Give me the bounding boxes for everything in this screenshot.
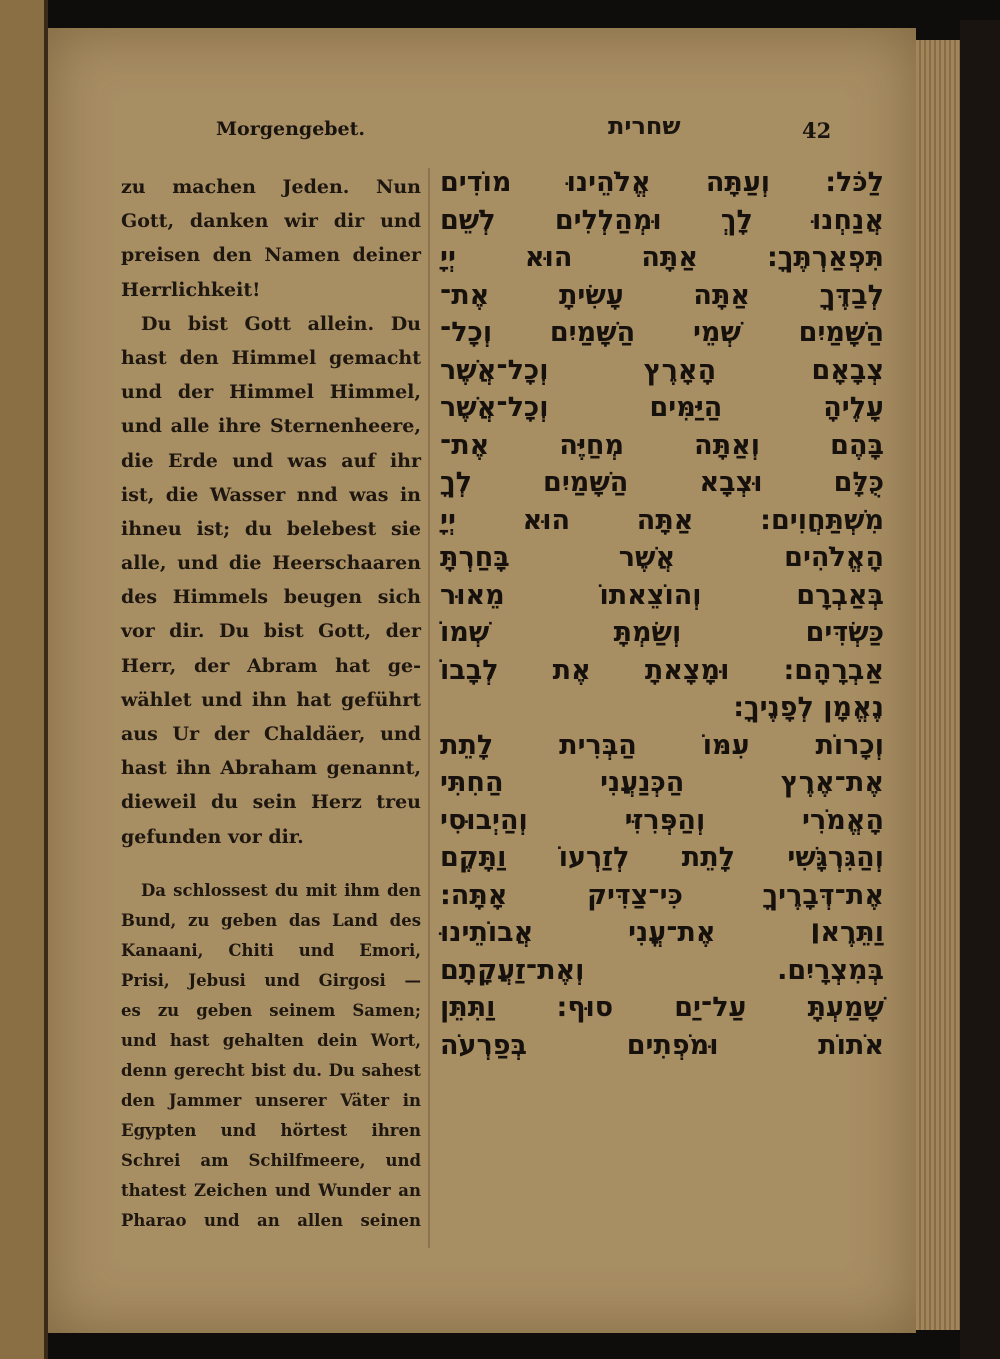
hebrew-title: שחרית: [608, 112, 681, 140]
text-line: alle, und die Heerschaaren: [121, 552, 421, 575]
running-head: Morgengebet.: [216, 118, 366, 140]
book-spine-left: [0, 0, 48, 1359]
text-line: preisen den Namen deiner: [121, 244, 421, 267]
hebrew-line: אֶת־אֶרֶץ הַכְּנַעֲנִי הַחִתִּי: [440, 767, 884, 798]
text-line: Da schlossest du mit ihm den: [141, 880, 421, 900]
text-line: vor dir. Du bist Gott, der: [121, 620, 421, 643]
hebrew-line: אַבְרָהָם: וּמָצָאתָ אֶת לְבָבוֹ: [440, 654, 884, 686]
text-line: ist, die Wasser nnd was in: [121, 483, 421, 506]
text-line: Prisi, Jebusi und Girgosi —: [121, 970, 421, 990]
hebrew-line: בָּהֶם וְאַתָּה מְחַיֶּה אֶת־: [440, 429, 884, 461]
paragraph-gap: [121, 854, 421, 876]
text-line: Egypten und hörtest ihren: [121, 1120, 421, 1140]
text-line: Bund, zu geben das Land des: [121, 910, 421, 930]
text-line: und der Himmel Himmel,: [121, 381, 421, 404]
hebrew-line: הָאֱלֹהִים אֲשֶׁר בָּחַרְתָּ: [440, 542, 884, 573]
column-divider: [428, 168, 430, 1248]
hebrew-line: כַּשְׂדִּים וְשַׂמְתָּ שְׁמוֹ: [440, 617, 884, 648]
text-line: Du bist Gott allein. Du: [141, 312, 421, 335]
german-paragraph: [121, 307, 421, 854]
text-line: aus Ur der Chaldäer, und: [121, 723, 421, 745]
page-edges: [916, 40, 960, 1330]
text-line: denn gerecht bist du. Du sahest: [121, 1060, 421, 1080]
hebrew-line: וַתֵּרֶא׀ אֶת־עֳנִי אֲבוֹתֵינוּ: [440, 917, 884, 948]
hebrew-line: מִשְׁתַּחֲוִים: אַתָּה הוּא יְיָ: [440, 504, 884, 536]
text-line: Schrei am Schilfmeere, und: [121, 1150, 421, 1170]
text-line: und alle ihre Sternenheere,: [121, 415, 421, 438]
hebrew-line: כֻּלָּם וּצְבָא הַשָּׁמַיִם לְךָ: [440, 467, 884, 498]
hebrew-line: וְכָרוֹת עִמּוֹ הַבְּרִית לָתֵת: [440, 729, 884, 761]
german-paragraph: [121, 170, 421, 307]
hebrew-line: עָלֶיהָ הַיַּמִּים וְכָל־אֲשֶׁר: [440, 392, 884, 423]
hebrew-line: אֹתוֹת וּמֹפְתִים בְּפַרְעֹה: [440, 1029, 884, 1061]
text-line: zu machen Jeden. Nun: [121, 176, 421, 198]
text-line: gefunden vor dir.: [121, 825, 304, 848]
hebrew-line: הַשָּׁמַיִם שְׁמֵי הַשָּׁמַיִם וְכָל־: [440, 317, 884, 348]
text-line: dieweil du sein Herz treu: [121, 791, 421, 814]
text-line: den Jammer unserer Väter in: [121, 1090, 421, 1110]
hebrew-line: לְבַדֶּךָ אַתָּה עָשִׂיתָ אֶת־: [440, 279, 884, 311]
text-line: und hast gehalten dein Wort,: [121, 1030, 421, 1050]
text-line: thatest Zeichen und Wunder an: [121, 1180, 421, 1200]
page-header: [48, 112, 916, 158]
hebrew-line: שָׁמַעְתָּ עַל־יַם סוּף: וַתִּתֵּן: [440, 992, 884, 1023]
hebrew-line: אֲנַחְנוּ לָךְ וּמְהַלְלִים לְשֵׁם: [440, 204, 884, 236]
hebrew-line: לַכֹּל: וְעַתָּה אֱלֹהֵינוּ מוֹדִים: [440, 167, 884, 198]
page-number: 42: [802, 118, 832, 143]
hebrew-line: בְּאַבְרָם וְהוֹצֵאתוֹ מֵאוּר: [440, 579, 884, 611]
german-column: [121, 170, 421, 1236]
text-line: des Himmels beugen sich: [121, 586, 421, 609]
hebrew-line: בְּמִצְרָיִם. וְאֶת־זַעֲקָתָם: [440, 954, 884, 986]
hebrew-line: צְבָאָם הָאָרֶץ וְכָל־אֲשֶׁר: [440, 354, 884, 386]
text-line: hast ihn Abraham genannt,: [121, 757, 421, 780]
hebrew-line: וְהַגִּרְגָּשִׁי לָתֵת לְזַרְעוֹ וַתָּקֶם: [440, 842, 884, 873]
text-line: Gott, danken wir dir und: [121, 210, 421, 233]
text-line: wählet und ihn hat geführt: [121, 688, 421, 711]
hebrew-line: הָאֱמֹרִי וְהַפְּרִזִּי וְהַיְבוּסִי: [440, 804, 884, 836]
text-line: ihneu ist; du belebest sie: [121, 517, 421, 540]
text-line: es zu geben seinem Samen;: [121, 1000, 421, 1020]
book-page: [48, 28, 916, 1333]
hebrew-column: [440, 164, 884, 1064]
hebrew-line: נֶאֱמָן לְפָנֶיךָ:: [733, 692, 884, 723]
text-line: Kanaani, Chiti und Emori,: [121, 940, 421, 960]
text-line: hast den Himmel gemacht: [121, 346, 421, 369]
text-line: Pharao und an allen seinen: [121, 1210, 421, 1230]
book-cover-right: [960, 20, 1000, 1359]
text-line: Herrlichkeit!: [121, 278, 261, 301]
german-paragraph: [121, 876, 421, 1236]
text-line: die Erde und was auf ihr: [121, 449, 421, 472]
hebrew-line: אֶת־דְּבָרֶיךָ כִּי־צַדִּיק אָתָּה:: [440, 879, 884, 911]
text-line: Herr, der Abram hat ge-: [121, 654, 421, 677]
hebrew-line: תִּפְאַרְתֶּךָ: אַתָּה הוּא יְיָ: [440, 242, 884, 273]
